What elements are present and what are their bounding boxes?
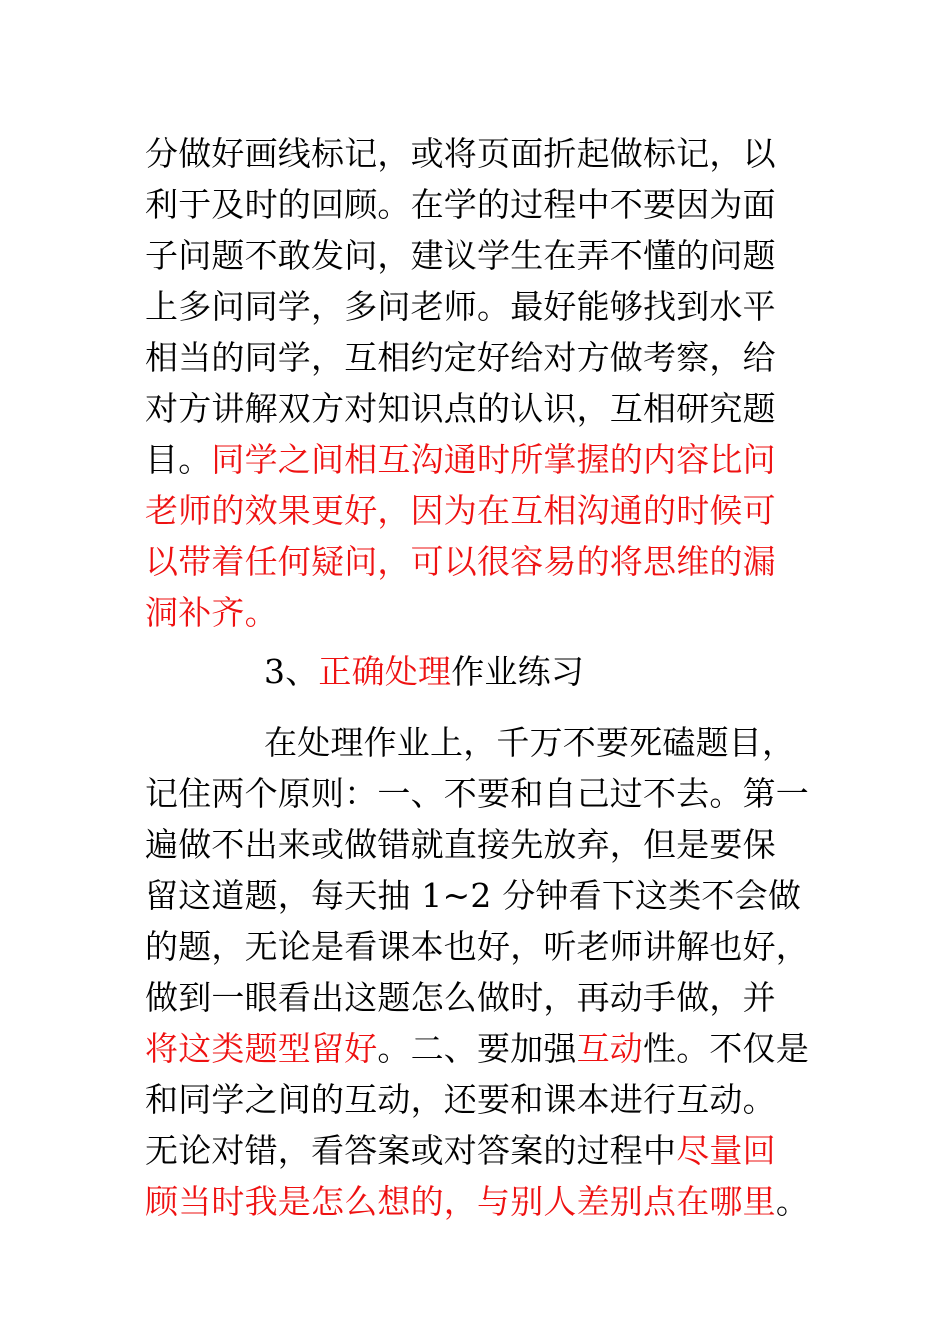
paragraph-line: [145, 332, 825, 383]
paragraph-line: [145, 230, 825, 281]
paragraph-line: [145, 717, 825, 768]
highlighted-text-run: 尽量回: [676, 1131, 776, 1170]
text-run: 在处理作业上，千万不要死磕题目，: [264, 723, 796, 762]
highlighted-text-run: 以带着任何疑问，可以很容易的将思维的漏: [145, 542, 776, 581]
paragraph-line: [145, 434, 825, 485]
text-run: 遍做不出来或做错就直接先放弃，但是要保: [145, 825, 776, 864]
paragraph-line: [145, 870, 825, 921]
text-run: 。: [775, 1182, 810, 1221]
text-run: 利于及时的回顾。在学的过程中不要因为面: [145, 185, 776, 224]
highlighted-text-run: 将这类题型留好: [145, 1029, 378, 1068]
paragraph-line: [145, 1074, 825, 1125]
text-run: 对方讲解双方对知识点的认识，互相研究题: [145, 389, 776, 428]
highlighted-text-run: 同学之间相互沟通时所掌握的内容比问: [211, 440, 776, 479]
text-run: 留这道题，每天抽 1~2 分钟看下这类不会做: [145, 876, 802, 915]
text-run: 的题，无论是看课本也好，听老师讲解也好，: [145, 927, 809, 966]
text-run: 分做好画线标记，或将页面折起做标记，以: [145, 134, 776, 173]
paragraph-line: [145, 1023, 825, 1074]
text-run: 子问题不敢发问，建议学生在弄不懂的问题: [145, 236, 776, 275]
text-run: 做到一眼看出这题怎么做时，再动手做，并: [145, 978, 776, 1017]
text-run: 上多问同学，多问老师。最好能够找到水平: [145, 287, 776, 326]
paragraph-line: [145, 921, 825, 972]
paragraph-line: [145, 587, 825, 638]
paragraph-line: [145, 819, 825, 870]
paragraph-line: [145, 768, 825, 819]
paragraph-line: [145, 536, 825, 587]
text-run: 性。不仅是: [643, 1029, 810, 1068]
text-run: 。二、要加强: [377, 1029, 577, 1068]
section-heading: [264, 646, 584, 697]
heading-number: 3、: [264, 652, 319, 691]
highlighted-text-run: 洞补齐。: [145, 593, 278, 632]
paragraph-line: [145, 128, 825, 179]
paragraph-line: [145, 281, 825, 332]
text-run: 和同学之间的互动，还要和课本进行互动。: [145, 1080, 776, 1119]
paragraph-line: [145, 179, 825, 230]
paragraph-line: [145, 972, 825, 1023]
paragraph-line: [145, 1125, 825, 1176]
text-run: 无论对错，看答案或对答案的过程中: [145, 1131, 677, 1170]
paragraph-1: [145, 128, 825, 638]
heading-highlight: 正确处理: [318, 652, 452, 691]
highlighted-text-run: 顾当时我是怎么想的，与别人差别点在哪里: [145, 1182, 776, 1221]
paragraph-line: [145, 485, 825, 536]
paragraph-2: [145, 717, 825, 1227]
text-run: 记住两个原则：一、不要和自己过不去。第一: [145, 774, 809, 813]
paragraph-line: [145, 1176, 825, 1227]
paragraph-line: [145, 383, 825, 434]
highlighted-text-run: 老师的效果更好，因为在互相沟通的时候可: [145, 491, 776, 530]
text-run: 目。: [145, 440, 212, 479]
heading-text: 作业练习: [451, 652, 585, 691]
text-run: 相当的同学，互相约定好给对方做考察，给: [145, 338, 776, 377]
highlighted-text-run: 互动: [576, 1029, 644, 1068]
